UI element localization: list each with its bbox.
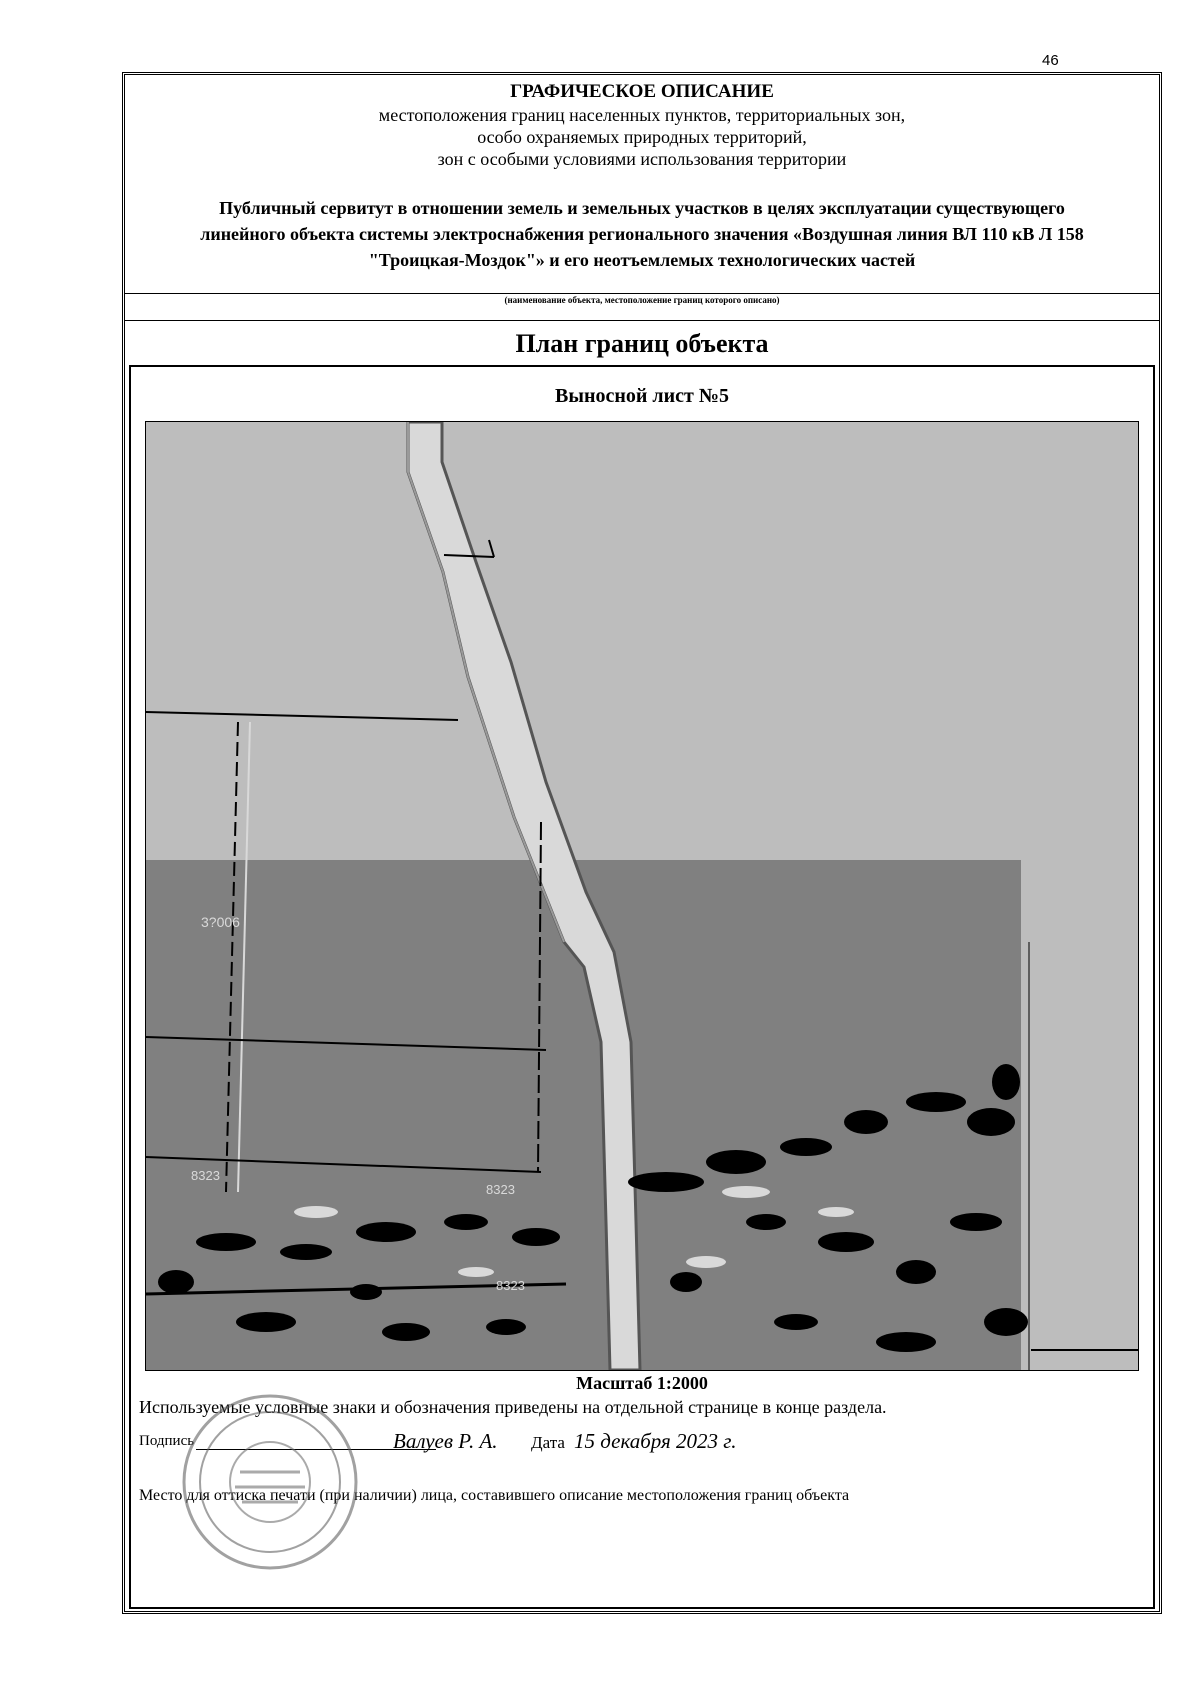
divider [125, 320, 1159, 321]
parcel-label: 8323 [496, 1278, 525, 1293]
sheet-title: Выносной лист №5 [555, 385, 729, 407]
boundary-line [146, 712, 458, 720]
divider [125, 293, 1159, 294]
document-title: ГРАФИЧЕСКОЕ ОПИСАНИЕ [510, 81, 774, 102]
subtitle-line-2: особо охраняемых природных территорий, [477, 127, 807, 147]
parcel-label: 3?006 [201, 914, 240, 930]
subtitle-line-1: местоположения границ населенных пунктов, территориальных зон, [378, 105, 906, 125]
map [145, 421, 1139, 1371]
parcel-label: 8323 [191, 1168, 220, 1183]
stamp-seal [180, 1392, 360, 1572]
date-label: Дата [531, 1433, 565, 1452]
page-number: 46 [1042, 52, 1059, 69]
map-scale: Масштаб 1:2000 [576, 1373, 708, 1393]
seal-note: Место для оттиска печати (при наличии) лица, составившего описание местоположения границ объекта [139, 1487, 850, 1504]
legend-note: Используемые условные знаки и обозначения приведены на отдельной странице в конце раздела. [139, 1397, 887, 1417]
date-value: 15 декабря 2023 г. [574, 1429, 737, 1453]
signer-name: Валуев Р. А. [393, 1429, 498, 1453]
document-frame [122, 72, 1162, 1614]
header-block [125, 75, 1159, 295]
subtitle-line-3: зон с особыми условиями использования территории [437, 149, 847, 169]
parcel-label: 8323 [486, 1182, 515, 1197]
plan-title: План границ объекта [515, 329, 769, 358]
map-drawing [146, 422, 1138, 1370]
object-name: Публичный сервитут в отношении земель и земельных участков в целях эксплуатации существующего линейного объекта системы электроснабжения регионального значения «Воздушная линия ВЛ 110 кВ Л 158 "Троицкая-Моздок"» и его неотъемлемых технологических частей [200, 198, 1084, 270]
signature-label: Подпись [139, 1433, 195, 1449]
object-caption: (наименование объекта, местоположение границ которого описано) [504, 295, 780, 305]
